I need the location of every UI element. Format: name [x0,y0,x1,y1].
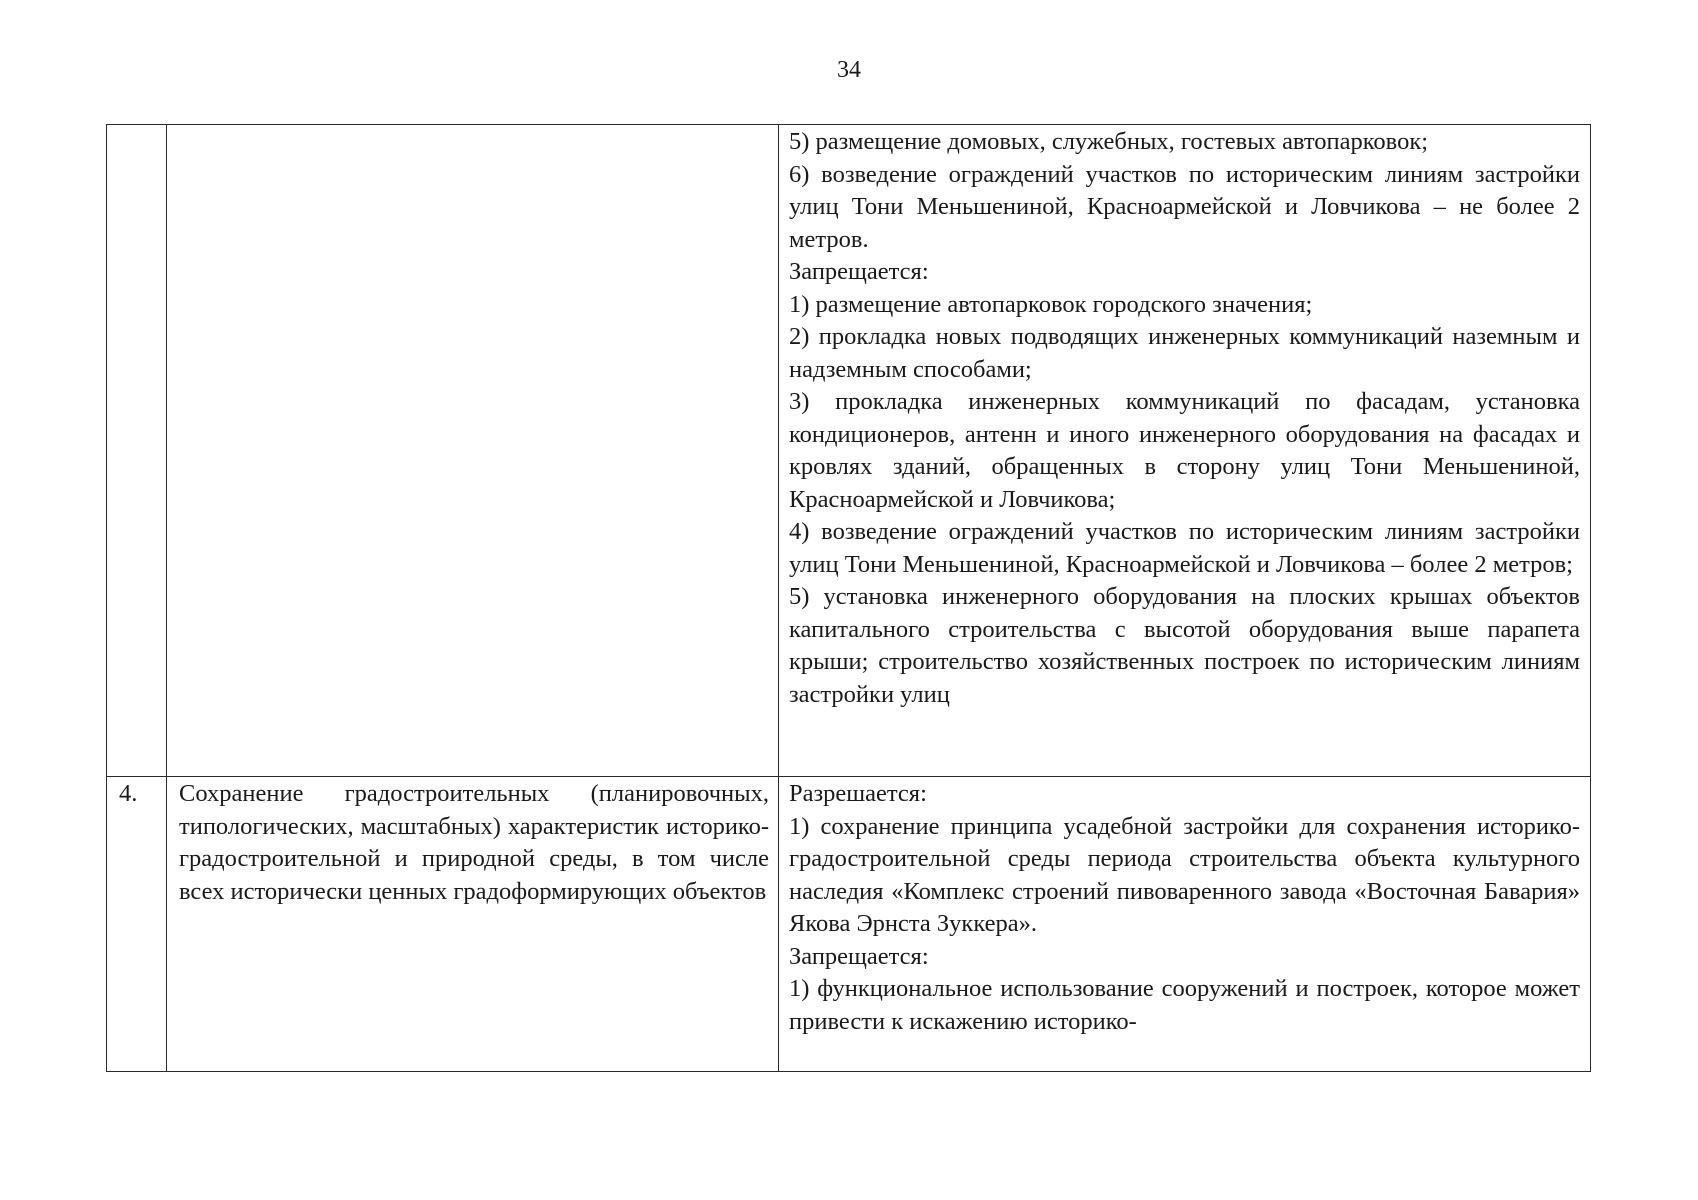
section-heading-prohibited: Запрещается: [789,942,929,970]
requirement-paragraph: 5) размещение домовых, служебных, гостевых автопарковок; [789,128,1429,155]
page-number: 34 [837,57,861,83]
requirements-cell [779,125,1591,777]
requirements-cell [779,777,1591,1072]
requirement-paragraph: 6) возведение ограждений участков по историческим линиям застройки улиц Тони Меньшениной, Красноармейской и Ловчикова – не более 2 метров. [789,160,1580,253]
item-text: Сохранение градостроительных (планировочных, типологических, масштабных) характеристик историко-градостроительной и природной среды, в том числе всех исторически ценных градоформирующих объектов [179,780,769,905]
requirement-paragraph: 1) функциональное использование сооружений и построек, которое может привести к искажению историко- [789,975,1580,1035]
table-row [107,125,1591,777]
row-number-cell [107,125,167,777]
section-heading-prohibited: Запрещается: [789,258,929,285]
row-number-cell: 4. [107,777,167,1072]
section-heading-allowed: Разрешается: [789,780,927,807]
requirement-paragraph: 5) установка инженерного оборудования на плоских крышах объектов капитального строительства с высотой оборудования выше парапета крыши; строительство хозяйственных построек по историческим линиям застройки улиц [789,583,1580,708]
table-row [107,777,1591,1072]
regulations-table [106,124,1591,1072]
item-cell [167,125,779,777]
requirement-paragraph: 4) возведение ограждений участков по историческим линиям застройки улиц Тони Меньшениной, Красноармейской и Ловчикова – более 2 метров; [789,518,1580,578]
requirement-paragraph: 2) прокладка новых подводящих инженерных коммуникаций наземным и надземным способами; [789,323,1580,383]
item-cell [167,777,779,1072]
requirement-paragraph: 3) прокладка инженерных коммуникаций по фасадам, установка кондиционеров, антенн и иного инженерного оборудования на фасадах и кровлях зданий, обращенных в сторону улиц Тони Меньшениной, Красноармейской и Ловчикова; [789,388,1580,513]
requirement-paragraph: 1) размещение автопарковок городского значения; [789,290,1313,318]
requirement-paragraph: 1) сохранение принципа усадебной застройки для сохранения историко-градостроительной среды периода строительства объекта культурного наследия «Комплекс строений пивоваренного завода «Восточная Бавария» Якова Эрнста Зуккера». [789,812,1580,937]
